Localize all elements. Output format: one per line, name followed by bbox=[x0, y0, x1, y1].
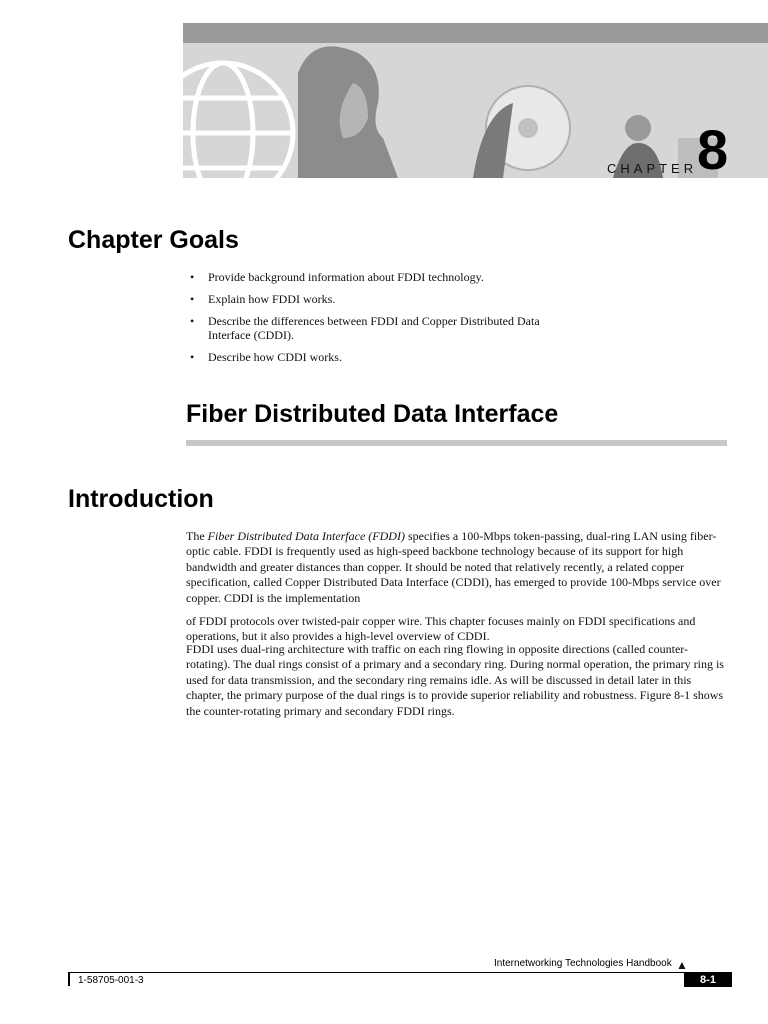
list-item bbox=[190, 350, 570, 364]
bullet: • bbox=[190, 350, 195, 364]
footer-page-number: 8-1 bbox=[684, 973, 732, 987]
introduction-heading: Introduction bbox=[68, 485, 214, 513]
chapter-number: 8 bbox=[697, 118, 729, 181]
goal-text: Provide background information about FDDI technology. bbox=[208, 270, 484, 284]
bullet: • bbox=[190, 270, 195, 284]
banner-top-bar bbox=[183, 23, 768, 43]
list-item bbox=[190, 314, 570, 342]
intro-paragraph-3: FDDI uses dual-ring architecture with traffic on each ring flowing in opposite directions (called counter-rotating). The dual rings consist of a primary and a secondary ring. During normal operation, the primary ring is used for data transmission, and the secondary ring remains idle. As will be discussed in detail later in this chapter, the primary purpose of the dual rings is to provide superior reliability and robustness. Figure 8-1 shows the counter-rotating primary and secondary FDDI rings. bbox=[186, 642, 724, 718]
list-item bbox=[190, 270, 570, 284]
banner-illustration bbox=[183, 43, 768, 181]
footer-book-title: Internetworking Technologies Handbook bbox=[494, 958, 672, 969]
chapter-goals-list bbox=[190, 270, 570, 372]
p1-prefix: The bbox=[186, 529, 208, 543]
list-item bbox=[190, 292, 570, 306]
chapter-goals-heading: Chapter Goals bbox=[68, 226, 239, 254]
goal-text: Describe how CDDI works. bbox=[208, 350, 342, 364]
chapter-banner bbox=[183, 23, 768, 181]
chapter-label: CHAPTER bbox=[607, 161, 698, 176]
bullet: • bbox=[190, 292, 195, 306]
p1-rest: specifies a 100-Mbps token-passing, dual-ring LAN using fiber-optic cable. FDDI is frequently used as high-speed backbone technology because of its support for high bandwidth and greater distances than copper. It should be noted that relatively recently, a related copper specification, called Copper Distributed Data Interface (CDDI), has emerged to provide 100-Mbps service over copper. CDDI is the implementation bbox=[186, 529, 721, 605]
fddi-term: Fiber Distributed Data Interface (FDDI) bbox=[207, 529, 405, 543]
pointer-icon: ▲ bbox=[676, 958, 688, 972]
goal-text: Describe the differences between FDDI and Copper Distributed Data Interface (CDDI). bbox=[208, 314, 540, 342]
title-rule bbox=[186, 440, 727, 446]
page-title: Fiber Distributed Data Interface bbox=[186, 400, 559, 428]
footer-isbn: 1-58705-001-3 bbox=[78, 975, 144, 986]
goal-text: Explain how FDDI works. bbox=[208, 292, 336, 306]
intro-paragraph-2: of FDDI protocols over twisted-pair copper wire. This chapter focuses mainly on FDDI specifications and operations, but it also provides a high-level overview of CDDI. bbox=[186, 614, 696, 644]
footer-tick bbox=[68, 972, 70, 986]
intro-paragraph-1 bbox=[186, 529, 726, 606]
footer-rule bbox=[68, 972, 732, 973]
bullet: • bbox=[190, 314, 195, 328]
